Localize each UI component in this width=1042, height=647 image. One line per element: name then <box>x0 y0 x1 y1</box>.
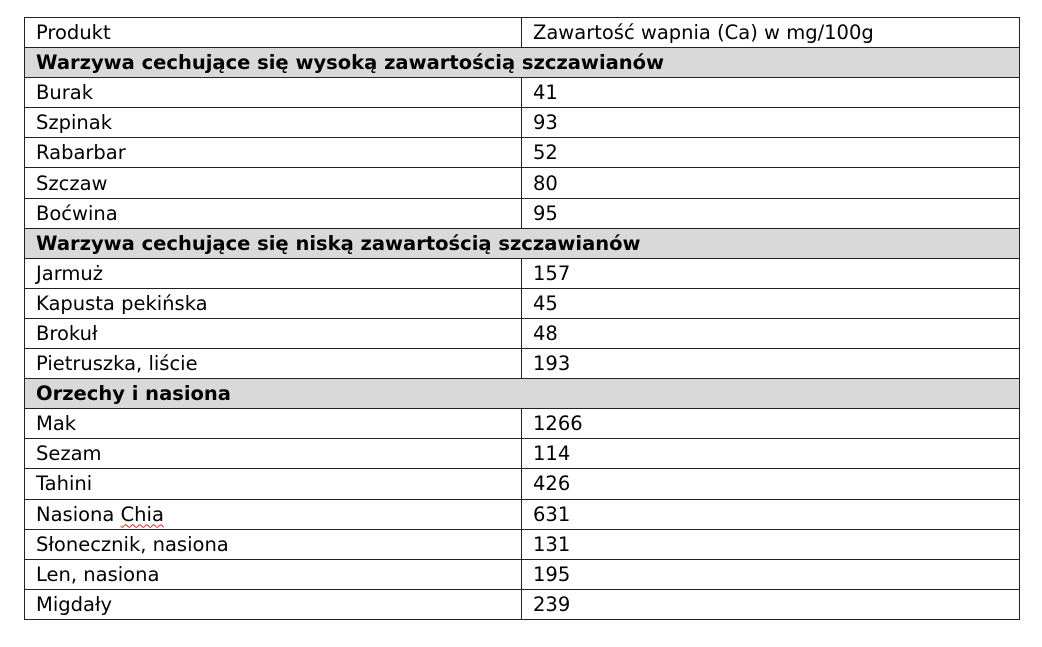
product-name: Mak <box>25 409 522 439</box>
table-row <box>25 559 1020 589</box>
calcium-value: 93 <box>522 108 1020 138</box>
table-row <box>25 529 1020 559</box>
product-name: Brokuł <box>25 318 522 348</box>
section-title: Warzywa cechujące się niską zawartością szczawianów <box>25 228 1020 258</box>
table-row <box>25 168 1020 198</box>
section-header-high-oxalate <box>25 48 1020 78</box>
spellcheck-underlined-word: Chia <box>120 502 164 526</box>
product-name: Boćwina <box>25 198 522 228</box>
calcium-value: 631 <box>522 499 1020 529</box>
header-calcium: Zawartość wapnia (Ca) w mg/100g <box>522 18 1020 48</box>
calcium-content-table <box>24 17 1020 620</box>
product-name: Słonecznik, nasiona <box>25 529 522 559</box>
calcium-value: 45 <box>522 288 1020 318</box>
product-name: Tahini <box>25 469 522 499</box>
section-title: Orzechy i nasiona <box>25 379 1020 409</box>
product-name: Burak <box>25 78 522 108</box>
table-row <box>25 108 1020 138</box>
calcium-value: 157 <box>522 258 1020 288</box>
product-name: Migdały <box>25 589 522 619</box>
calcium-value: 48 <box>522 318 1020 348</box>
header-row <box>25 18 1020 48</box>
table-row <box>25 469 1020 499</box>
calcium-value: 193 <box>522 349 1020 379</box>
product-name: Pietruszka, liście <box>25 349 522 379</box>
product-name: Len, nasiona <box>25 559 522 589</box>
section-title: Warzywa cechujące się wysoką zawartością szczawianów <box>25 48 1020 78</box>
product-name <box>25 499 522 529</box>
product-name-part: Nasiona <box>36 502 115 526</box>
calcium-value: 239 <box>522 589 1020 619</box>
table-row <box>25 288 1020 318</box>
table-row <box>25 439 1020 469</box>
table-row <box>25 78 1020 108</box>
table-row <box>25 409 1020 439</box>
calcium-value: 80 <box>522 168 1020 198</box>
calcium-value: 114 <box>522 439 1020 469</box>
table-row <box>25 198 1020 228</box>
table-row <box>25 138 1020 168</box>
header-product: Produkt <box>25 18 522 48</box>
product-name: Jarmuż <box>25 258 522 288</box>
calcium-value: 41 <box>522 78 1020 108</box>
product-name: Szpinak <box>25 108 522 138</box>
table-row <box>25 318 1020 348</box>
product-name: Szczaw <box>25 168 522 198</box>
table-row <box>25 258 1020 288</box>
calcium-value: 426 <box>522 469 1020 499</box>
section-header-nuts-seeds <box>25 379 1020 409</box>
calcium-value: 1266 <box>522 409 1020 439</box>
table-row <box>25 589 1020 619</box>
product-name: Sezam <box>25 439 522 469</box>
table-row <box>25 499 1020 529</box>
calcium-value: 52 <box>522 138 1020 168</box>
table-row <box>25 349 1020 379</box>
calcium-value: 95 <box>522 198 1020 228</box>
product-name: Rabarbar <box>25 138 522 168</box>
calcium-value: 195 <box>522 559 1020 589</box>
section-header-low-oxalate <box>25 228 1020 258</box>
product-name: Kapusta pekińska <box>25 288 522 318</box>
calcium-value: 131 <box>522 529 1020 559</box>
